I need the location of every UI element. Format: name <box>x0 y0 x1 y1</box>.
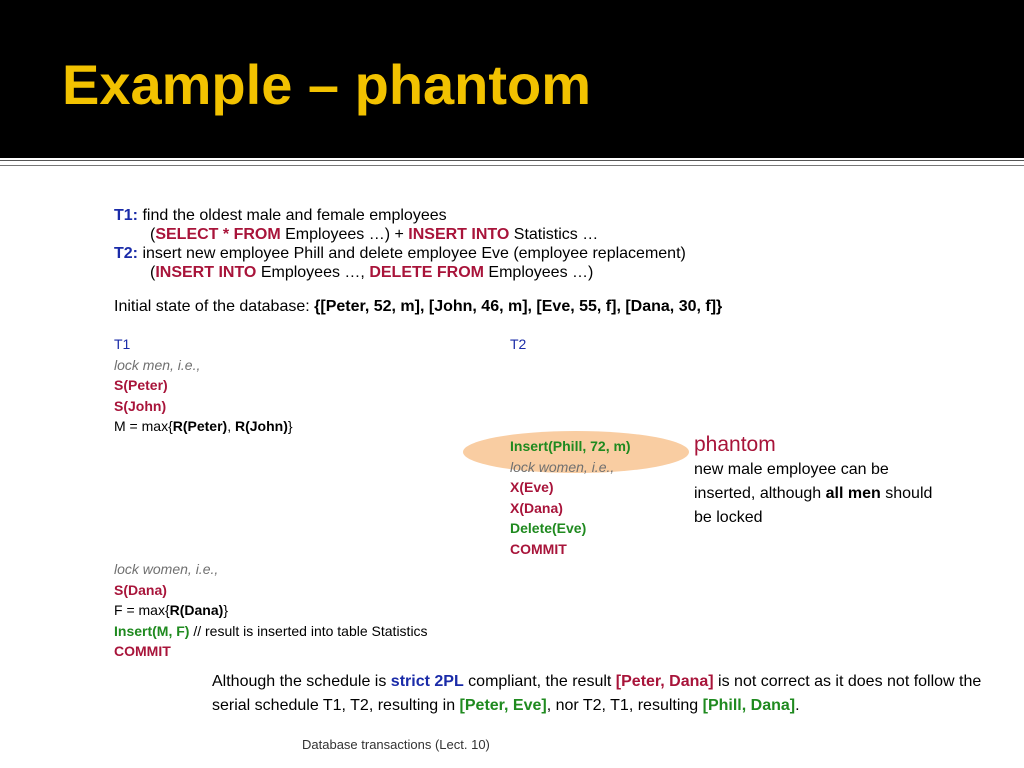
t2-column-ops <box>510 436 631 559</box>
phantom-note-text-a: new male employee can be inserted, although <box>694 461 889 502</box>
t1-lock-men: lock men, i.e., <box>114 356 201 373</box>
t1-r-dana: R(Dana) <box>169 602 224 618</box>
t1-sql-end: Statistics … <box>509 226 599 243</box>
t2-column-header <box>510 334 526 355</box>
t2-text: insert new employee Phill and delete employee Eve (employee replacement) <box>138 245 686 262</box>
t1-sql-open: ( <box>150 226 156 243</box>
t2-lock-women: lock women, i.e., <box>510 458 615 475</box>
t2-sql-mid: Employees …, <box>256 264 370 281</box>
t1-insert-statistics <box>114 621 428 642</box>
t1-f-prefix: F = max{ <box>114 602 170 618</box>
t1-sql-select: SELECT * FROM <box>155 226 281 243</box>
t1-max-prefix: M = max{ <box>114 418 173 434</box>
phantom-note-title: phantom <box>694 433 776 456</box>
t1-r-peter: R(Peter) <box>172 418 228 434</box>
phantom-note-text <box>694 458 954 530</box>
t1-max-sep: , <box>227 418 235 434</box>
t1-column-part2 <box>114 559 428 662</box>
t2-sql-open: ( <box>150 264 156 281</box>
t2-x-eve: X(Eve) <box>510 479 554 495</box>
t1-sql <box>114 225 914 244</box>
t2-header: T2 <box>510 336 527 352</box>
t2-insert-phill: Insert(Phill, 72, m) <box>510 438 631 454</box>
t1-sql-mid: Employees …) + <box>280 226 409 243</box>
conclusion-peter-dana: [Peter, Dana] <box>615 673 714 690</box>
t1-max-men <box>114 416 293 437</box>
transactions-description <box>114 206 914 282</box>
t1-s-john: S(John) <box>114 397 167 414</box>
t1-commit: COMMIT <box>114 643 171 659</box>
phantom-note-text-b: should be locked <box>694 485 933 526</box>
t1-column-part1 <box>114 334 293 437</box>
conclusion-c: is not correct as it does not follow the serial schedule T1, T2, resulting in <box>212 673 982 714</box>
t1-sql-insert: INSERT INTO <box>408 226 510 243</box>
t1-max-women <box>114 600 428 621</box>
conclusion-strict-2pl: strict 2PL <box>390 673 464 690</box>
initial-state-value: {[Peter, 52, m], [John, 46, m], [Eve, 55, f], [Dana, 30, f]} <box>314 298 723 315</box>
title-divider <box>0 160 1024 166</box>
t1-description <box>114 206 914 225</box>
t1-insert-comment: // result is inserted into table Statistics <box>189 622 428 639</box>
slide-footer: Database transactions (Lect. 10) <box>302 737 490 752</box>
t1-max-suffix: } <box>287 418 293 434</box>
t1-text: find the oldest male and female employees <box>138 207 447 224</box>
t2-description <box>114 244 914 263</box>
t1-f-suffix: } <box>223 602 228 618</box>
t1-label: T1: <box>114 207 138 224</box>
t2-sql-insert: INSERT INTO <box>155 264 257 281</box>
initial-state <box>114 298 722 316</box>
title-bar <box>0 0 1024 158</box>
conclusion-a: Although the schedule is <box>212 673 391 690</box>
t2-sql-delete: DELETE FROM <box>369 264 484 281</box>
phantom-note <box>694 432 954 530</box>
conclusion-text <box>212 670 1002 718</box>
t1-lock-women: lock women, i.e., <box>114 561 219 577</box>
initial-state-label: Initial state of the database: <box>114 298 315 315</box>
t1-header: T1 <box>114 336 131 352</box>
t1-s-peter: S(Peter) <box>114 377 168 393</box>
phantom-note-bold: all men <box>825 485 881 502</box>
t2-x-dana: X(Dana) <box>510 499 563 516</box>
conclusion-b: compliant, the result <box>463 673 616 690</box>
t2-sql <box>114 263 914 282</box>
t2-delete-eve: Delete(Eve) <box>510 520 587 536</box>
slide-title: Example – phantom <box>62 53 592 116</box>
conclusion-phill-dana: [Phill, Dana] <box>702 697 796 714</box>
t1-r-john: R(John) <box>235 418 288 434</box>
t2-label: T2: <box>114 245 138 262</box>
t1-insert-mf: Insert(M, F) <box>114 622 190 639</box>
conclusion-d: , nor T2, T1, resulting <box>546 697 703 714</box>
conclusion-peter-eve: [Peter, Eve] <box>459 697 547 714</box>
t2-sql-end: Employees …) <box>483 264 594 281</box>
t2-commit: COMMIT <box>510 540 567 557</box>
conclusion-e: . <box>795 697 800 714</box>
t1-s-dana: S(Dana) <box>114 581 167 598</box>
